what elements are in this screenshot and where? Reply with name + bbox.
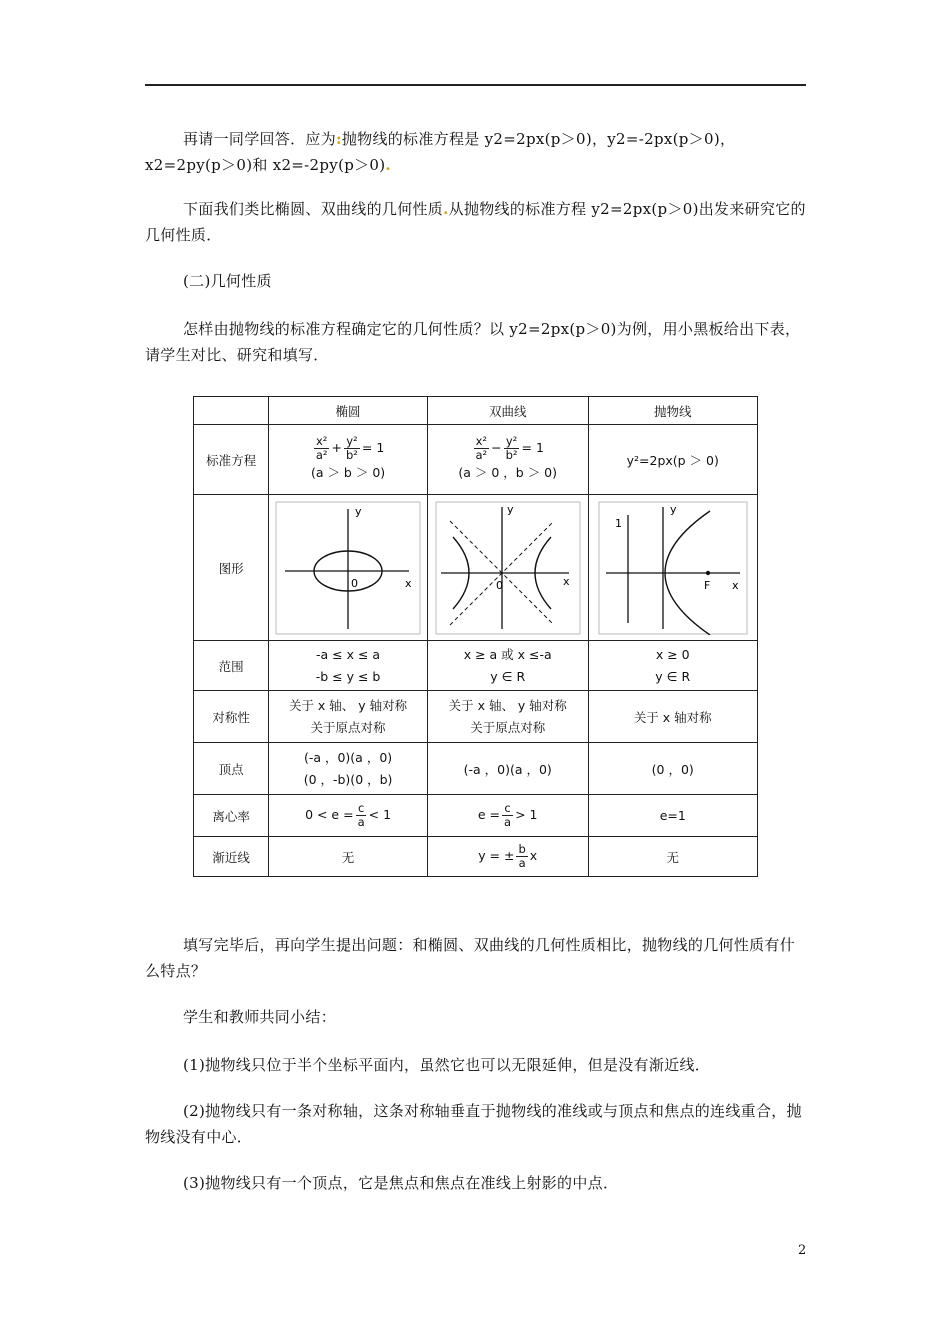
- paragraph-summary-intro: 学生和教师共同小结：: [183, 1008, 337, 1026]
- parabola-eccentricity: e=1: [588, 795, 758, 837]
- paragraph-followup: 填写完毕后，再向学生提出问题：和椭圆、双曲线的几何性质相比，抛物线的几何性质有什么特点？: [145, 936, 796, 980]
- hyperbola-symmetry: 关于 x 轴、 y 轴对称 关于原点对称: [427, 691, 588, 743]
- comparison-table: [193, 396, 758, 877]
- ellipse-graph: [275, 501, 421, 635]
- ellipse-asymptote: 无: [269, 837, 428, 877]
- header-parabola: 抛物线: [588, 397, 758, 425]
- hyperbola-condition: (a ＞ 0 ，b ＞ 0): [458, 465, 557, 480]
- parabola-range: x ≥ 0 y ∈ R: [588, 641, 758, 691]
- table-row-vertex: [194, 743, 758, 795]
- svg-text:y: y: [669, 502, 677, 516]
- ellipse-range: -a ≤ x ≤ a -b ≤ y ≤ b: [269, 641, 428, 691]
- table-row-asymptote: [194, 837, 758, 877]
- parabola-graph: [598, 501, 748, 635]
- page-number: 2: [798, 1243, 807, 1258]
- ellipse-condition: (a ＞ b ＞ 0): [310, 465, 386, 480]
- row-label-asymptote: 渐近线: [194, 837, 269, 877]
- paragraph-question: 怎样由抛物线的标准方程确定它的几何性质？以 y2=2px(p＞0)为例，用小黑板给出下表，请学生对比、研究和填写．: [145, 320, 801, 364]
- row-label-eccentricity: 离心率: [194, 795, 269, 837]
- row-label-symmetry: 对称性: [194, 691, 269, 743]
- summary-item-1: (1)抛物线只位于半个坐标平面内，虽然它也可以无限延伸，但是没有渐近线．: [183, 1056, 711, 1074]
- ellipse-vertex: (-a ，0)(a ，0) (0 ，-b)(0 ，b): [269, 743, 428, 795]
- row-label-figure: 图形: [194, 495, 269, 641]
- hyperbola-figure-cell: [427, 495, 588, 641]
- table-row-range: [194, 641, 758, 691]
- ellipse-eccentricity: 0 < e = $\frac{c}{a}$ < 1: [269, 795, 428, 837]
- table-row-figure: [194, 495, 758, 641]
- section-heading: (二)几何性质: [183, 272, 272, 290]
- table-header-row: [194, 397, 758, 425]
- parabola-equation: y²=2px(p ＞ 0): [588, 425, 758, 495]
- svg-text:x: x: [405, 576, 412, 590]
- summary-item-3: (3)抛物线只有一个顶点，它是焦点和焦点在准线上射影的中点．: [183, 1174, 619, 1192]
- marker-dot: .: [443, 200, 449, 218]
- ellipse-figure-cell: [269, 495, 428, 641]
- svg-text:1: 1: [614, 516, 622, 530]
- svg-text:F: F: [703, 578, 711, 592]
- ellipse-symmetry: 关于 x 轴、 y 轴对称 关于原点对称: [269, 691, 428, 743]
- row-label-equation: 标准方程: [194, 425, 269, 495]
- paragraph-answer: 再请一同学回答．应为:抛物线的标准方程是 y2=2px(p＞0)，y2=-2px(p＞0)，x2=2py(p＞0)和 x2=-2py(p＞0).: [145, 130, 736, 174]
- hyperbola-range: x ≥ a 或 x ≤-a y ∈ R: [427, 641, 588, 691]
- svg-text:x: x: [731, 578, 739, 592]
- hyperbola-vertex: (-a ，0)(a ，0): [427, 743, 588, 795]
- summary-item-2: (2)抛物线只有一条对称轴，这条对称轴垂直于抛物线的准线或与顶点和焦点的连线重合，抛物线没有中心．: [145, 1102, 802, 1146]
- parabola-symmetry: 关于 x 轴对称: [588, 691, 758, 743]
- table-row-equation: [194, 425, 758, 495]
- paragraph-analogy: 下面我们类比椭圆、双曲线的几何性质.从抛物线的标准方程 y2=2px(p＞0)出发来研究它的几何性质．: [145, 200, 806, 244]
- hyperbola-equation: $\frac{\text{x²}}{\text{a²}}$ − $\frac{\text{y²}}{\text{b²}}$ = 1 (a ＞ 0 ，b ＞ 0): [427, 425, 588, 495]
- table-row-symmetry: [194, 691, 758, 743]
- marker-dot: .: [385, 156, 391, 174]
- svg-text:y: y: [506, 502, 514, 516]
- header-ellipse: 椭圆: [269, 397, 428, 425]
- header-hyperbola: 双曲线: [427, 397, 588, 425]
- header-rule: [145, 84, 806, 86]
- marker-dot: :: [336, 130, 342, 148]
- table-row-eccentricity: [194, 795, 758, 837]
- svg-text:0: 0: [495, 578, 503, 592]
- hyperbola-asymptote: y = ± $\frac{b}{a}$ x: [427, 837, 588, 877]
- row-label-range: 范围: [194, 641, 269, 691]
- svg-text:y: y: [355, 504, 362, 518]
- parabola-asymptote: 无: [588, 837, 758, 877]
- svg-text:0: 0: [351, 576, 359, 590]
- ellipse-equation: $\frac{\text{x²}}{\text{a²}}$ + $\frac{\text{y²}}{\text{b²}}$ = 1 (a ＞ b ＞ 0): [269, 425, 428, 495]
- parabola-vertex: (0 ，0): [588, 743, 758, 795]
- hyperbola-graph: [435, 501, 581, 635]
- parabola-figure-cell: [588, 495, 758, 641]
- table-corner: [194, 397, 269, 425]
- svg-text:x: x: [562, 574, 570, 588]
- hyperbola-eccentricity: e = $\frac{c}{a}$ > 1: [427, 795, 588, 837]
- row-label-vertex: 顶点: [194, 743, 269, 795]
